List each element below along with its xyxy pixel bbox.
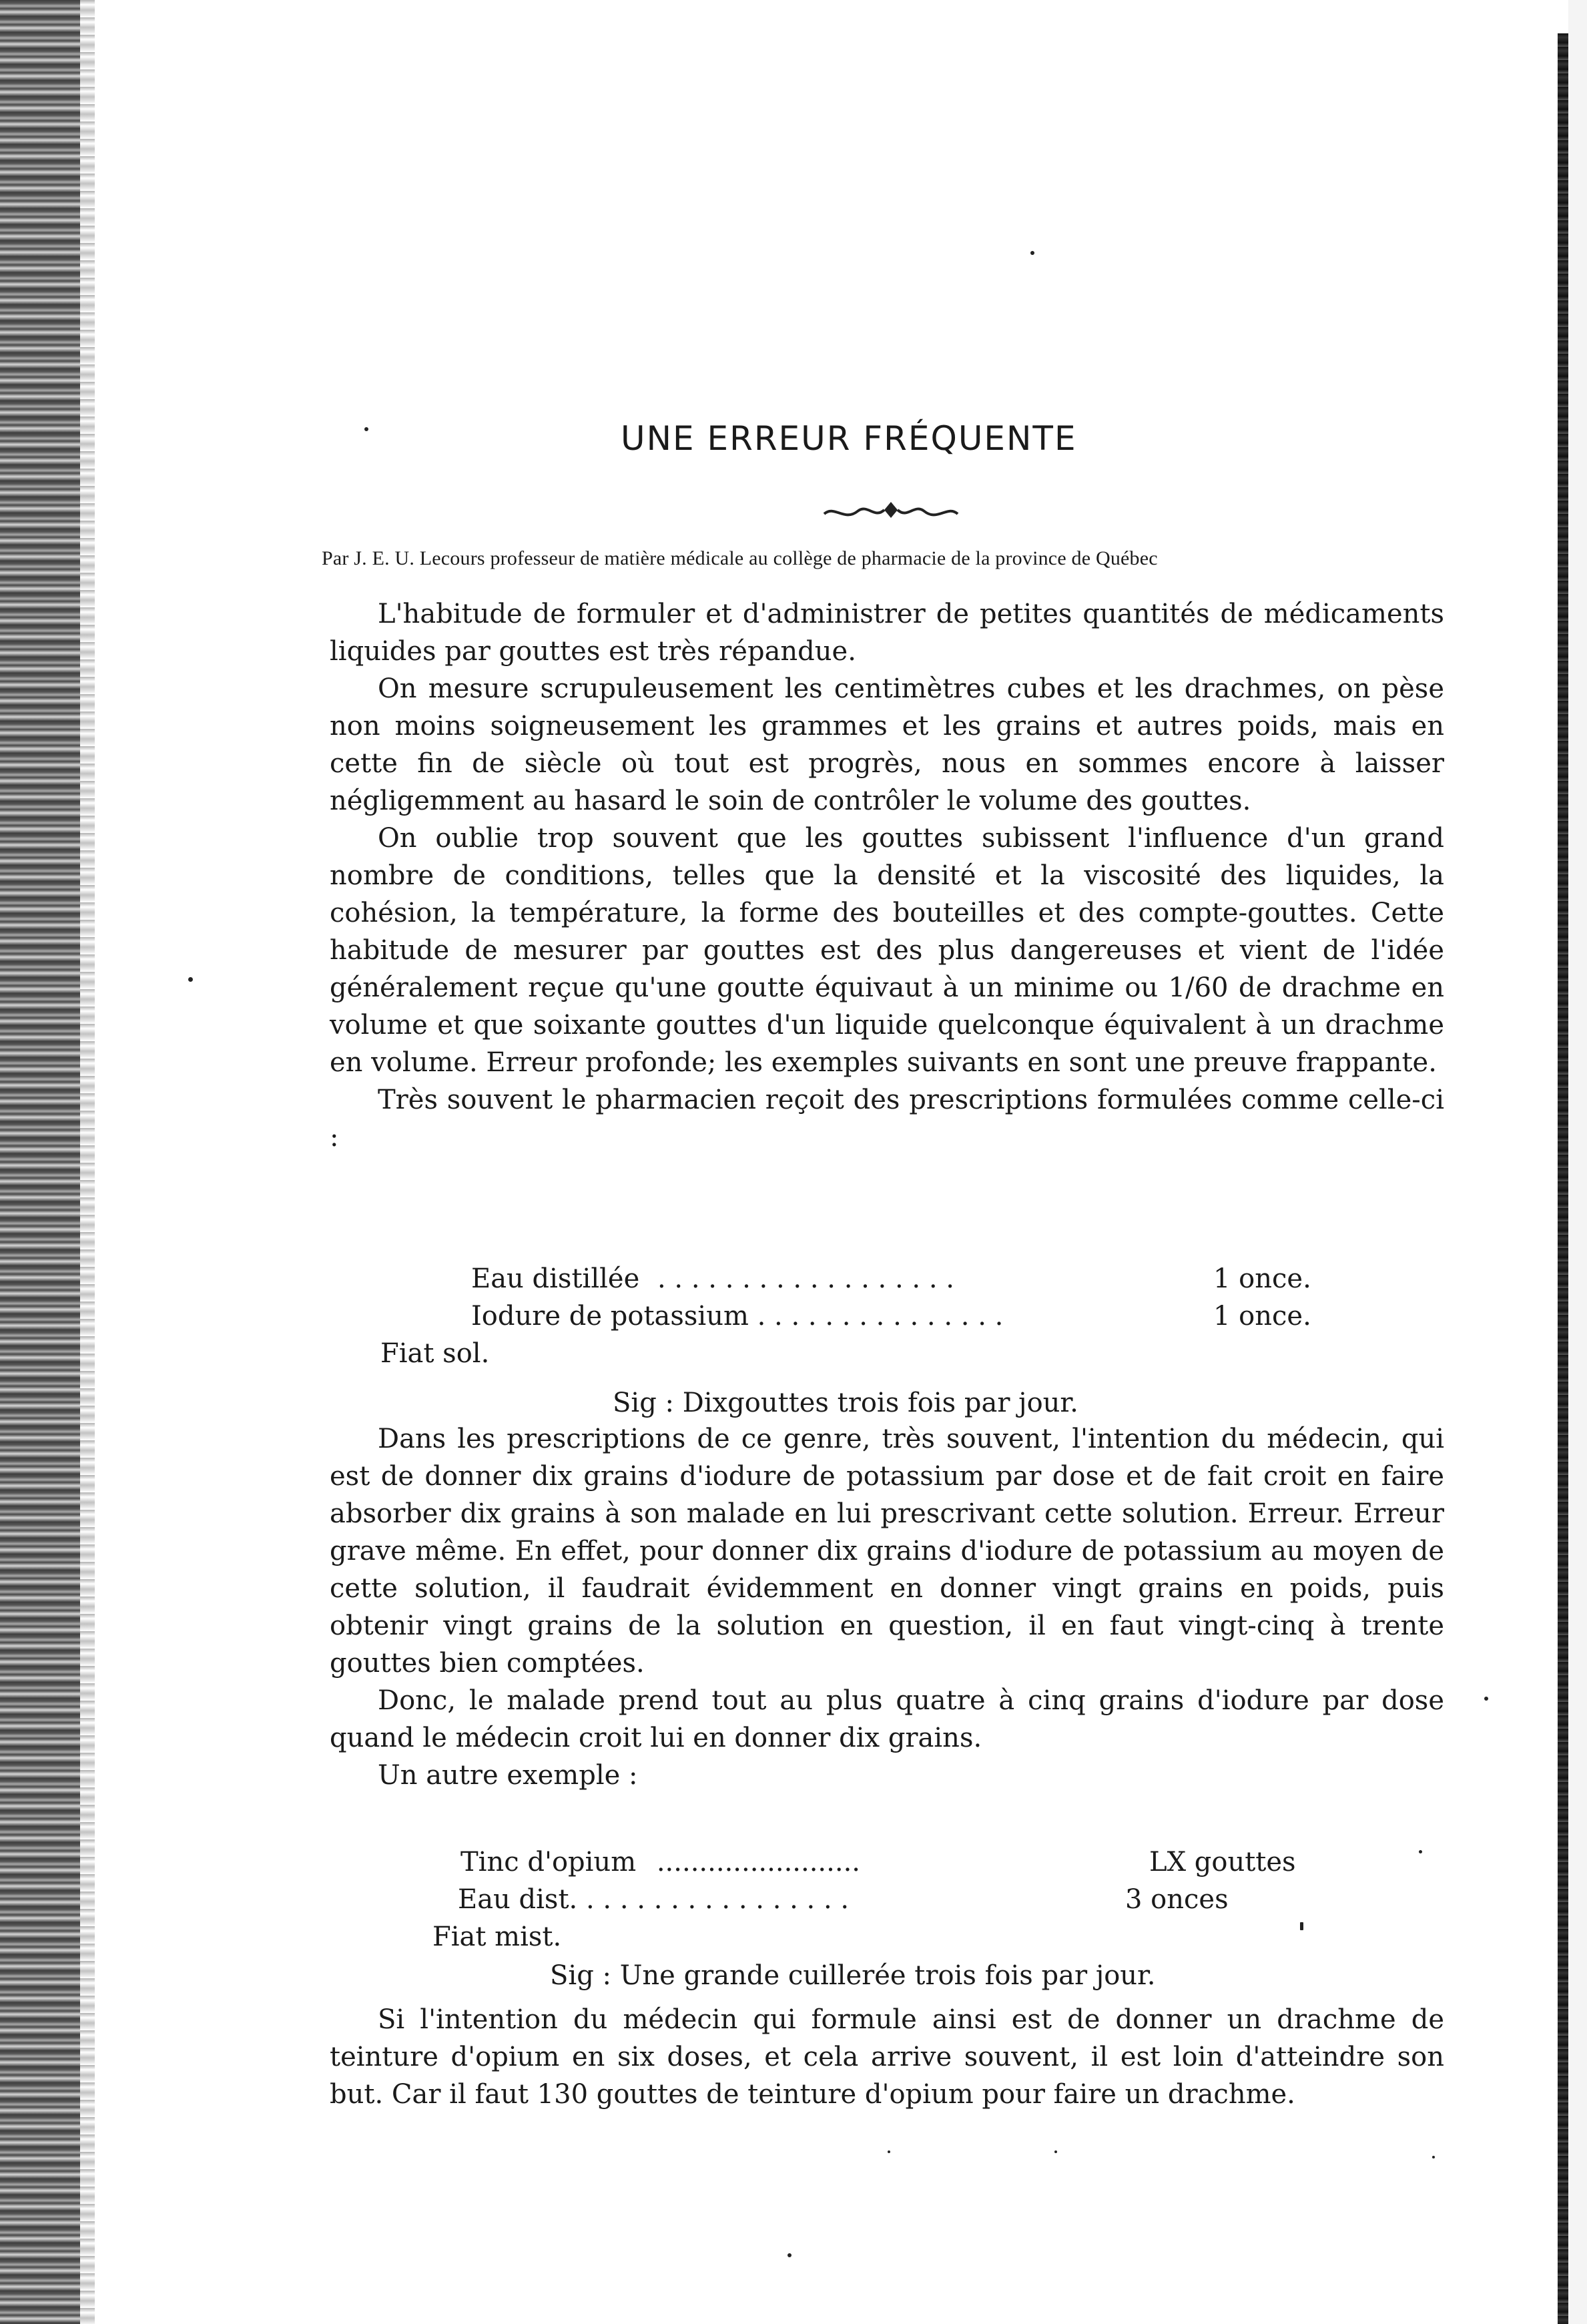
- scan-speck: [1054, 2150, 1057, 2153]
- scan-speck: [188, 977, 193, 982]
- paragraph-7: Un autre exemple :: [378, 1760, 638, 1791]
- page-margin-right: [1568, 0, 1587, 2324]
- rx2-line2-value: 3 onces: [1125, 1884, 1229, 1915]
- scan-speck: [1300, 1922, 1303, 1930]
- rx1-fiat: Fiat sol.: [380, 1338, 490, 1369]
- scan-speck: [1484, 1697, 1488, 1701]
- article-body-3: [330, 2001, 1444, 2113]
- binding-edge-right: [1558, 33, 1568, 2324]
- rx2-sig: Sig : Une grande cuillerée trois fois par jour.: [550, 1960, 1156, 1991]
- rx1-line2-value: 1 once.: [1213, 1301, 1311, 1332]
- rx2-fiat: Fiat mist.: [432, 1922, 562, 1952]
- paragraph-1: L'habitude de formuler et d'administrer de petites quantités de médicaments liquides par gouttes est très répandue.: [330, 599, 1444, 667]
- rx1-line2: [471, 1297, 1311, 1335]
- ornament-divider-icon: [821, 499, 961, 526]
- scan-speck: [1419, 1850, 1422, 1853]
- rx1-line1-label: Eau distillée: [471, 1263, 640, 1294]
- paragraph-2: On mesure scrupuleusement les centimètres cubes et les drachmes, on pèse non moins soigneusement les grammes et les grains et autres poids, mais en cette fin de siècle où tout est progrès, nous en sommes encore à laisser négligemment au hasard le soin de contrôler le volume des gouttes.: [330, 673, 1444, 816]
- paragraph-6: Donc, le malade prend tout au plus quatre à cinq grains d'iodure par dose quand le médecin croit lui en donner dix grains.: [330, 1685, 1444, 1753]
- paragraph-3: On oublie trop souvent que les gouttes subissent l'influence d'un grand nombre de conditions, telles que la densité et la viscosité des liquides, la cohésion, la température, la forme des bouteilles et des compte-gouttes. Cette habitude de mesurer par gouttes est des plus dangereuses et vient de l'idée généralement reçue qu'une goutte équivaut à un minime ou 1/60 de drachme en volume et que soixante gouttes d'un liquide quelconque équivalent à un drachme en volume. Erreur profonde; les exemples suivants en sont une preuve frappante.: [330, 823, 1444, 1078]
- article-body-2: [330, 1420, 1444, 1794]
- paragraph-5: Dans les prescriptions de ce genre, très souvent, l'intention du médecin, qui est de donner dix grains d'iodure de potassium par dose et de fait croit en faire absorber dix grains à son malade en lui prescrivant cette solution. Erreur. Erreur grave même. En effet, pour donner dix grains d'iodure de potassium au moyen de cette solution, il faudrait évidemment en donner vingt grains en poids, puis obtenir vingt grains de la solution en question, il en faut vingt-cinq à trente gouttes bien comptées.: [330, 1424, 1444, 1679]
- rx2-line2-dots: . . . . . . . . . . . . . . . .: [585, 1884, 850, 1915]
- author-byline: Par J. E. U. Lecours professeur de matière médicale au collège de pharmacie de la province de Québec: [322, 547, 1158, 569]
- rx1-line1: [471, 1260, 1311, 1297]
- rx1-line2-dots: . . . . . . . . . . . . . . .: [757, 1301, 1004, 1332]
- rx1-line1-dots: . . . . . . . . . . . . . . . . . .: [657, 1263, 954, 1294]
- scan-speck: [1432, 2156, 1435, 2158]
- rx2-line1-label: Tinc d'opium: [460, 1847, 637, 1877]
- rx2-line1-dots: ........................: [656, 1847, 860, 1877]
- rx2-line1-value: LX gouttes: [1149, 1847, 1296, 1877]
- rx1-line2-label: Iodure de potassium: [471, 1301, 749, 1332]
- rx1-sig: Sig : Dixgouttes trois fois par jour.: [613, 1388, 1078, 1418]
- rx2-line2-label: Eau dist.: [458, 1884, 578, 1915]
- article-body: [330, 595, 1444, 1156]
- rx2-line2: [458, 1881, 1229, 1918]
- scan-speck: [888, 2150, 890, 2153]
- scan-speck: [787, 2253, 791, 2257]
- scan-speck: [1030, 251, 1034, 255]
- paragraph-8: Si l'intention du médecin qui formule ainsi est de donner un drachme de teinture d'opium en six doses, et cela arrive souvent, il est loin d'atteindre son but. Car il faut 130 gouttes de teinture d'opium pour faire un drachme.: [330, 2004, 1444, 2110]
- binding-edge-left: [0, 0, 80, 2324]
- rx1-line1-value: 1 once.: [1213, 1263, 1311, 1294]
- scan-speck: [364, 427, 368, 431]
- paragraph-4: Très souvent le pharmacien reçoit des prescriptions formulées comme celle-ci :: [330, 1085, 1444, 1153]
- rx2-line1: [460, 1843, 1296, 1881]
- article-title: UNE ERREUR FRÉQUENTE: [621, 419, 1077, 458]
